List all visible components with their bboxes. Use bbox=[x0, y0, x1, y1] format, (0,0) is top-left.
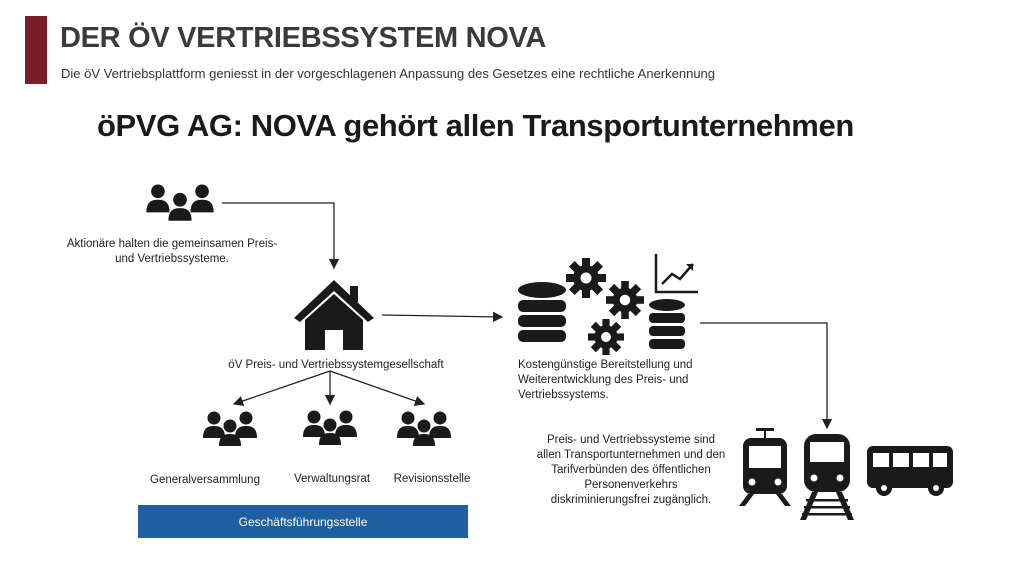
house-icon bbox=[294, 280, 374, 350]
provision-label: Kostengünstige Bereitstellung und Weiterentwicklung des Preis- und Vertriebssystems. bbox=[518, 359, 693, 401]
page-subtitle: Die öV Vertriebsplattform geniesst in der vorgeschlagenen Anpassung des Gesetzes eine rechtliche Anerkennung bbox=[61, 66, 716, 81]
people-icon bbox=[303, 411, 357, 446]
database-icon bbox=[649, 299, 685, 349]
arrow-to-assembly bbox=[234, 371, 330, 404]
shareholders-label: Aktionäre halten die gemeinsamen Preis- und Vertriebssysteme. bbox=[66, 238, 278, 265]
people-icon bbox=[146, 185, 213, 221]
gear-icon bbox=[588, 319, 624, 355]
arrow-company-to-platform bbox=[382, 315, 502, 317]
gear-icon bbox=[606, 281, 644, 319]
bus-icon bbox=[867, 446, 953, 496]
audit-label: Revisionsstelle bbox=[393, 473, 471, 485]
people-icon bbox=[203, 412, 257, 447]
page-title: DER ÖV VERTRIEBSSYSTEM NOVA bbox=[60, 22, 547, 54]
management-box bbox=[138, 505, 468, 538]
database-icon bbox=[518, 282, 566, 342]
management-label: Geschäftsführungsstelle bbox=[238, 514, 368, 529]
company-label: öV Preis- und Vertriebssystemgesellschaft bbox=[228, 359, 444, 371]
people-icon bbox=[397, 412, 451, 447]
arrow-to-audit bbox=[330, 371, 424, 404]
board-label: Verwaltungsrat bbox=[293, 473, 371, 485]
access-label: Preis- und Vertriebssysteme sind allen Transportunternehmen und den Tarifverbünden des öffentlichen Personenverkehrs diskriminierungsfrei zugänglich. bbox=[536, 434, 726, 506]
assembly-label: Generalversammlung bbox=[150, 474, 260, 486]
chart-icon bbox=[656, 254, 698, 292]
diagram-title: öPVG AG: NOVA gehört allen Transportunternehmen bbox=[97, 108, 854, 143]
gear-icon bbox=[566, 258, 606, 298]
train-icon bbox=[800, 434, 854, 520]
tram-icon bbox=[739, 428, 791, 506]
